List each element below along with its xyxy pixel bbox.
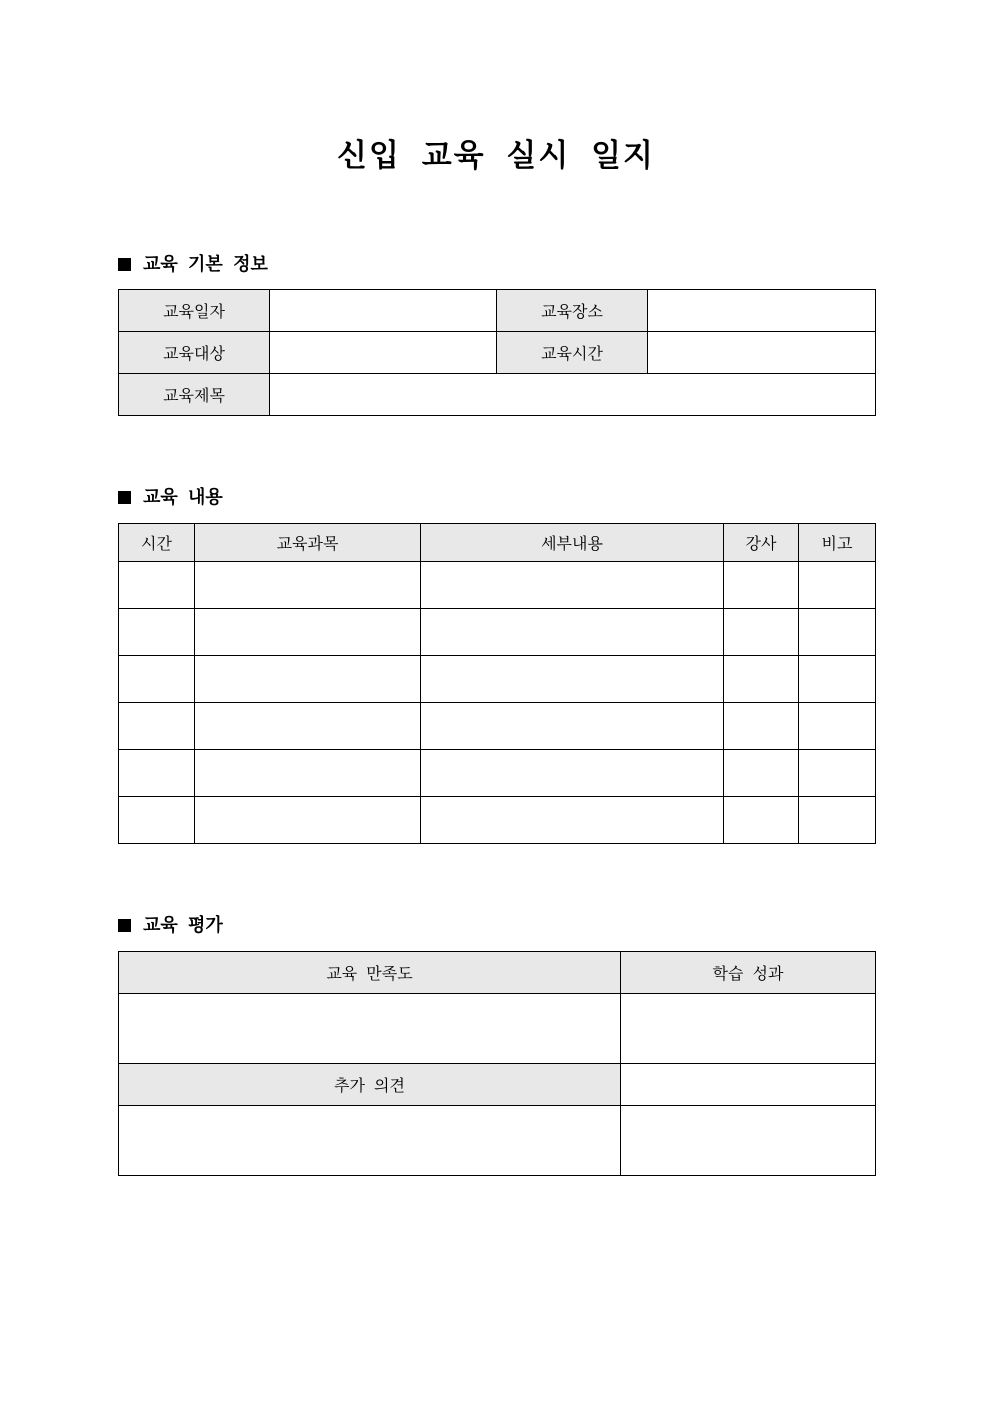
table-row [119,994,876,1064]
column-header-time: 시간 [119,524,195,562]
table-row [119,1064,876,1106]
field-education-place[interactable] [648,290,876,332]
label-education-subject: 교육제목 [119,374,270,416]
square-bullet-icon [118,258,131,271]
section-heading-evaluation-text: 교육 평가 [143,915,223,936]
column-header-remarks: 비고 [799,524,876,562]
square-bullet-icon [118,919,131,932]
cell-details[interactable] [421,562,724,609]
section-heading-content-text: 교육 내용 [143,487,223,508]
cell-course[interactable] [195,797,421,844]
evaluation-table [118,951,876,1176]
education-content-table [118,523,876,844]
cell-remarks[interactable] [799,750,876,797]
cell-course[interactable] [195,750,421,797]
cell-time[interactable] [119,797,195,844]
cell-details[interactable] [421,750,724,797]
cell-instructor[interactable] [724,562,799,609]
cell-remarks[interactable] [799,703,876,750]
cell-course[interactable] [195,703,421,750]
section-heading-basic-info [118,253,268,277]
label-education-time: 교육시간 [497,332,648,374]
section-heading-evaluation [118,914,223,938]
field-additional-opinion[interactable] [119,1106,621,1176]
table-header-row [119,524,876,562]
table-row [119,750,876,797]
cell-course[interactable] [195,609,421,656]
cell-time[interactable] [119,703,195,750]
cell-remarks[interactable] [799,656,876,703]
column-header-instructor: 강사 [724,524,799,562]
square-bullet-icon [118,491,131,504]
cell-course[interactable] [195,562,421,609]
label-additional-opinion: 추가 의견 [119,1064,621,1106]
cell-time[interactable] [119,656,195,703]
cell-remarks[interactable] [799,562,876,609]
basic-info-table [118,289,876,416]
table-row [119,952,876,994]
cell-time[interactable] [119,750,195,797]
field-blank-right-bottom[interactable] [621,1106,876,1176]
cell-remarks[interactable] [799,609,876,656]
label-education-place: 교육장소 [497,290,648,332]
cell-details[interactable] [421,797,724,844]
table-row [119,656,876,703]
field-blank-right[interactable] [621,1064,876,1106]
cell-course[interactable] [195,656,421,703]
label-learning-outcome: 학습 성과 [621,952,876,994]
cell-instructor[interactable] [724,656,799,703]
cell-details[interactable] [421,609,724,656]
table-row [119,797,876,844]
cell-details[interactable] [421,656,724,703]
field-education-subject[interactable] [270,374,876,416]
column-header-details: 세부내용 [421,524,724,562]
field-education-time[interactable] [648,332,876,374]
table-row [119,562,876,609]
table-row [119,1106,876,1176]
cell-instructor[interactable] [724,797,799,844]
table-row [119,332,876,374]
table-row [119,290,876,332]
label-education-date: 교육일자 [119,290,270,332]
field-satisfaction[interactable] [119,994,621,1064]
cell-details[interactable] [421,703,724,750]
field-learning-outcome[interactable] [621,994,876,1064]
cell-instructor[interactable] [724,703,799,750]
label-education-target: 교육대상 [119,332,270,374]
table-row [119,609,876,656]
table-row [119,374,876,416]
cell-time[interactable] [119,562,195,609]
field-education-date[interactable] [270,290,497,332]
cell-instructor[interactable] [724,609,799,656]
field-education-target[interactable] [270,332,497,374]
label-satisfaction: 교육 만족도 [119,952,621,994]
section-heading-content [118,486,223,510]
table-row [119,703,876,750]
cell-remarks[interactable] [799,797,876,844]
column-header-course: 교육과목 [195,524,421,562]
cell-time[interactable] [119,609,195,656]
cell-instructor[interactable] [724,750,799,797]
page-title: 신입 교육 실시 일지 [337,138,655,174]
section-heading-basic-info-text: 교육 기본 정보 [143,254,268,275]
